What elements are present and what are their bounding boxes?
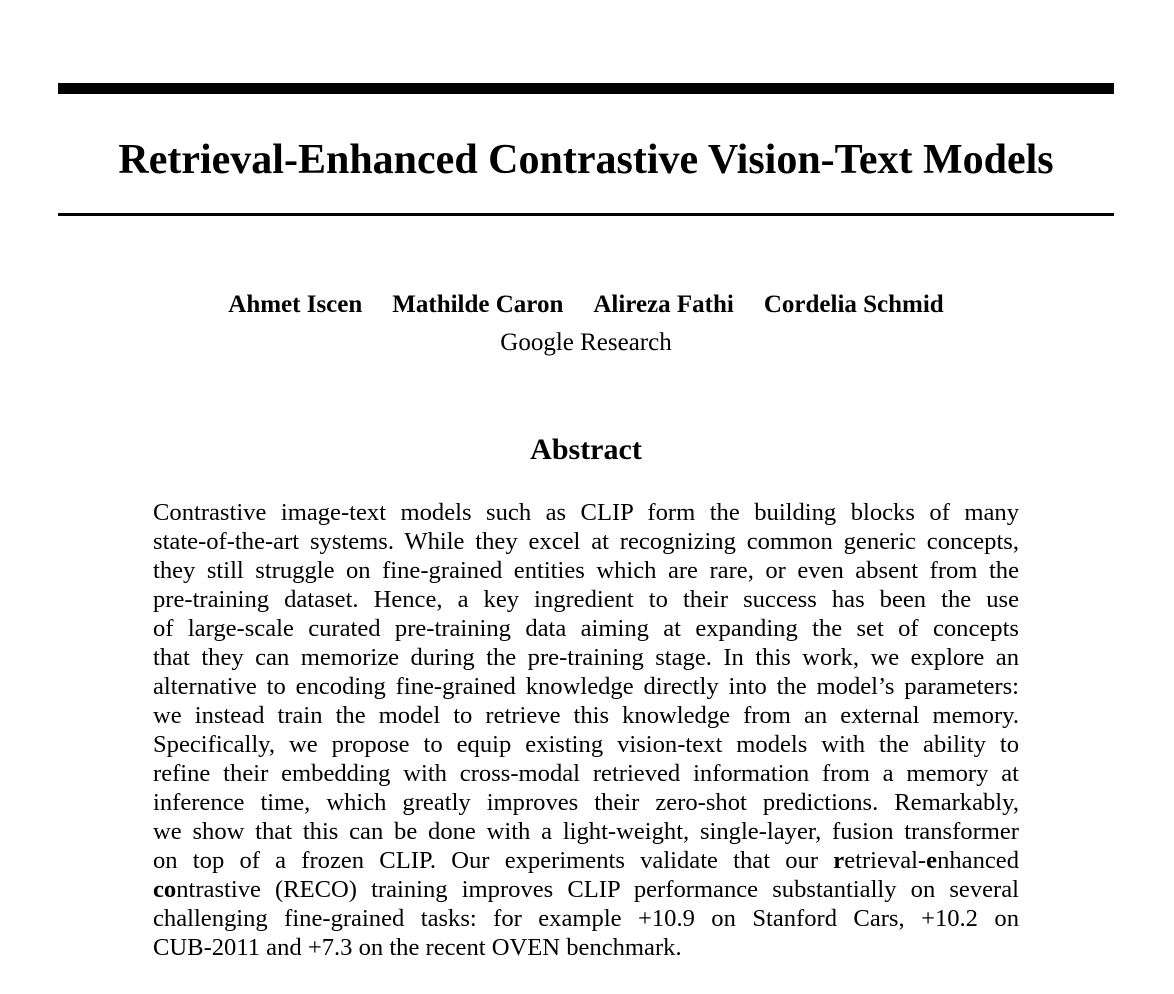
abstract-line: Contrastive image-text models such as CLIP form the building blocks of many [153, 499, 1019, 526]
abstract-body [153, 498, 1019, 962]
top-rule [58, 83, 1114, 94]
abstract-line: inference time, which greatly improves their zero-shot predictions. Remarkably, [153, 789, 1019, 816]
abstract-emphasis: r [833, 847, 845, 874]
author-name: Cordelia Schmid [763, 291, 944, 318]
abstract-line: CUB-2011 and +7.3 on the recent OVEN benchmark. [153, 934, 682, 961]
abstract-line: alternative to encoding fine-grained knowledge directly into the model’s parameters: [153, 673, 1019, 700]
abstract-line: they still struggle on fine-grained entities which are rare, or even absent from the [153, 557, 1019, 584]
title-bottom-rule [58, 213, 1114, 216]
author-name: Mathilde Caron [392, 291, 564, 318]
abstract-line [153, 846, 1019, 875]
author-name: Ahmet Iscen [228, 291, 363, 318]
abstract-text: nhanced [937, 847, 1019, 874]
abstract-line: Specifically, we propose to equip existing vision-text models with the ability to [153, 731, 1019, 758]
abstract-line: challenging fine-grained tasks: for example +10.9 on Stanford Cars, +10.2 on [153, 905, 1019, 932]
abstract-line: of large-scale curated pre-training data aiming at expanding the set of concepts [153, 615, 1019, 642]
abstract-emphasis: co [153, 876, 177, 903]
abstract-heading: Abstract [530, 433, 642, 466]
affiliation: Google Research [500, 329, 672, 356]
abstract-line: pre-training dataset. Hence, a key ingredient to their success has been the use [153, 586, 1019, 613]
paper-title: Retrieval-Enhanced Contrastive Vision-Text Models [118, 137, 1054, 183]
abstract-emphasis: e [926, 847, 938, 874]
author-list [58, 288, 1114, 322]
abstract-text: ntrastive (RECO) training improves CLIP performance substantially on several [176, 876, 1019, 903]
abstract-line: state-of-the-art systems. While they excel at recognizing common generic concepts, [153, 528, 1019, 555]
author-name: Alireza Fathi [593, 291, 734, 318]
abstract-line: that they can memorize during the pre-training stage. In this work, we explore an [153, 644, 1019, 671]
abstract-line: we instead train the model to retrieve this knowledge from an external memory. [153, 702, 1019, 729]
abstract-text: etrieval- [844, 847, 927, 874]
abstract-text: on top of a frozen CLIP. Our experiments validate that our [153, 847, 834, 874]
abstract-line [153, 875, 1019, 904]
abstract-line: refine their embedding with cross-modal retrieved information from a memory at [153, 760, 1019, 787]
abstract-line: we show that this can be done with a light-weight, single-layer, fusion transformer [153, 818, 1019, 845]
